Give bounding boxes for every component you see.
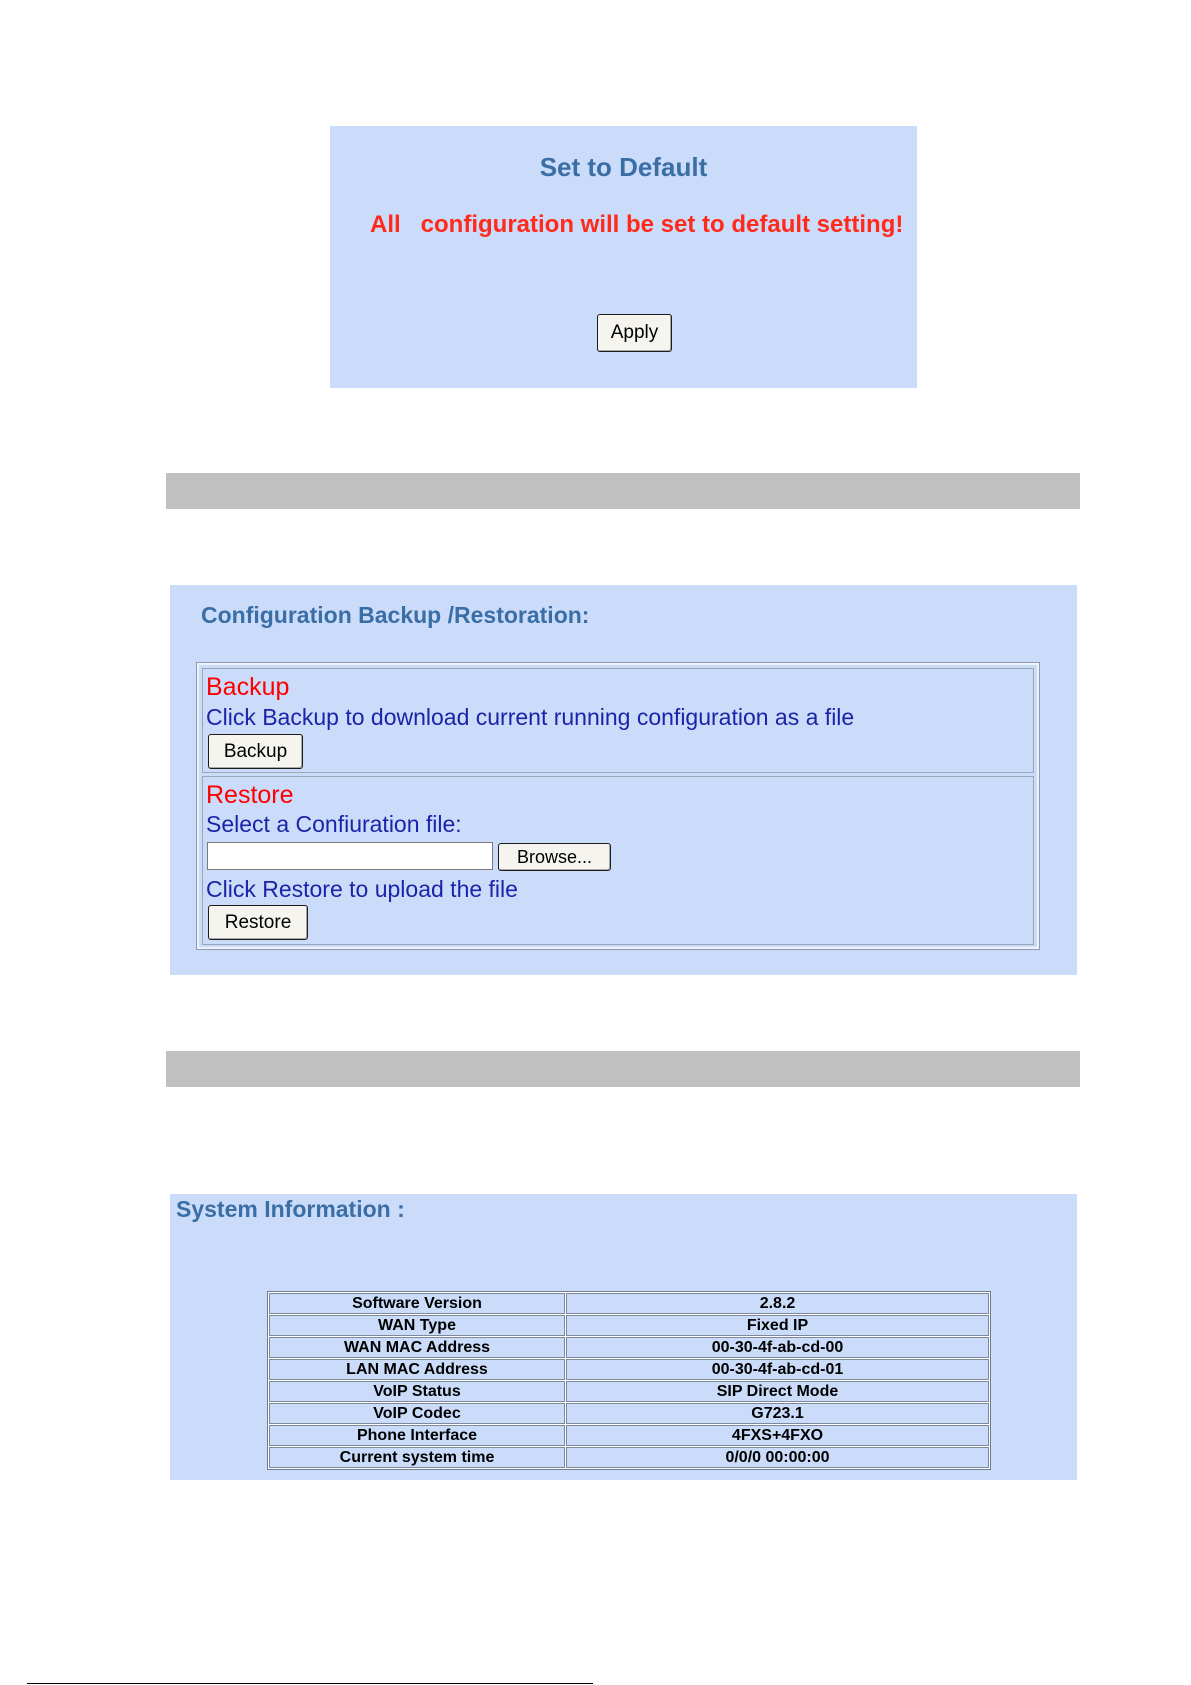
browse-button[interactable]: Browse... (498, 843, 611, 871)
row-label: LAN MAC Address (269, 1359, 565, 1380)
row-value: G723.1 (566, 1403, 989, 1424)
row-value: 2.8.2 (566, 1293, 989, 1314)
table-row (269, 1337, 989, 1358)
set-default-panel (330, 126, 917, 388)
row-label: WAN MAC Address (269, 1337, 565, 1358)
system-info-table (267, 1291, 991, 1470)
select-file-label: Select a Confiuration file: (206, 811, 462, 837)
table-row (269, 1315, 989, 1336)
system-info-panel (170, 1194, 1077, 1480)
backup-description: Click Backup to download current running configuration as a file (206, 704, 855, 730)
footnote-rule (27, 1683, 593, 1684)
backup-restore-frame (197, 663, 1039, 949)
table-row (269, 1359, 989, 1380)
table-row (269, 1381, 989, 1402)
table-row (269, 1403, 989, 1424)
apply-button[interactable]: Apply (597, 314, 672, 352)
table-row (269, 1425, 989, 1446)
restore-heading: Restore (206, 781, 294, 809)
default-warning-text: All configuration will be set to default setting! (370, 211, 904, 238)
section-divider-1 (166, 473, 1080, 509)
backup-button[interactable]: Backup (208, 734, 303, 769)
row-value: 00-30-4f-ab-cd-00 (566, 1337, 989, 1358)
section-divider-2 (166, 1051, 1080, 1087)
restore-button[interactable]: Restore (208, 905, 308, 940)
row-label: VoIP Codec (269, 1403, 565, 1424)
table-row (269, 1293, 989, 1314)
row-value: 0/0/0 00:00:00 (566, 1447, 989, 1468)
config-backup-title: Configuration Backup /Restoration: (201, 602, 590, 628)
restore-section (202, 776, 1034, 945)
set-default-title: Set to Default (539, 152, 708, 182)
table-row (269, 1447, 989, 1468)
row-label: Current system time (269, 1447, 565, 1468)
backup-section (202, 668, 1034, 773)
system-info-title: System Information : (176, 1196, 405, 1222)
config-backup-panel (170, 585, 1077, 975)
row-value: Fixed IP (566, 1315, 989, 1336)
row-label: Software Version (269, 1293, 565, 1314)
row-label: WAN Type (269, 1315, 565, 1336)
restore-upload-label: Click Restore to upload the file (206, 876, 518, 902)
row-label: VoIP Status (269, 1381, 565, 1402)
row-label: Phone Interface (269, 1425, 565, 1446)
row-value: 4FXS+4FXO (566, 1425, 989, 1446)
backup-heading: Backup (206, 673, 290, 701)
row-value: 00-30-4f-ab-cd-01 (566, 1359, 989, 1380)
row-value: SIP Direct Mode (566, 1381, 989, 1402)
config-file-input[interactable] (207, 842, 493, 870)
